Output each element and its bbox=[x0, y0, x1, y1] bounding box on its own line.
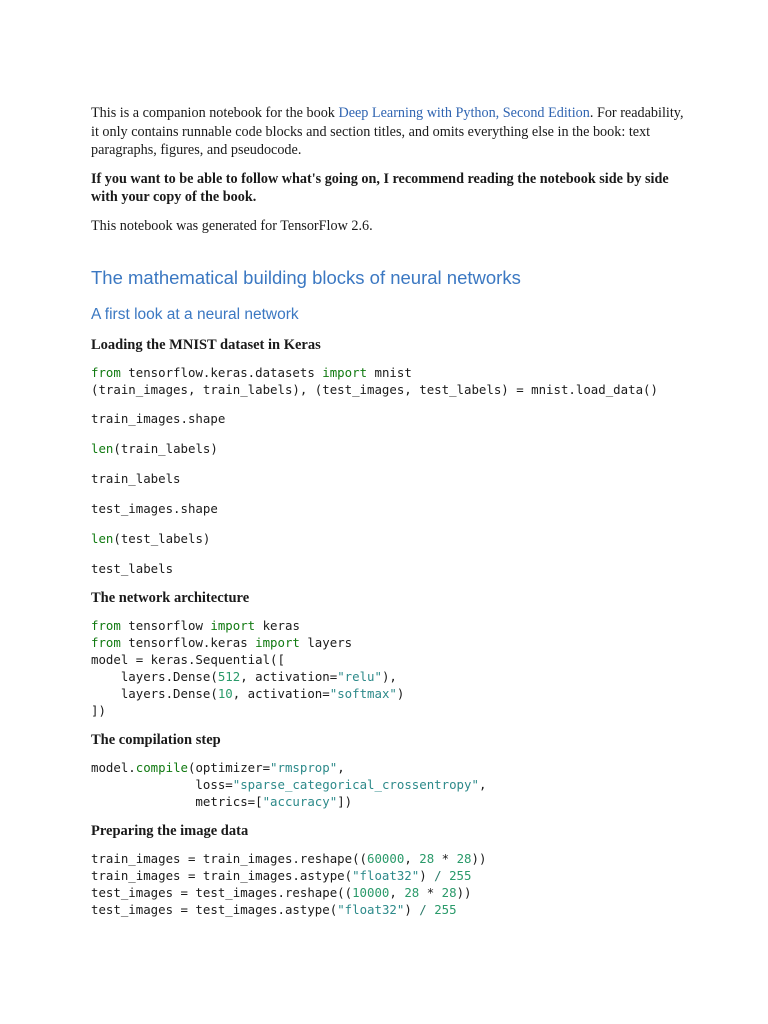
keyword: import bbox=[255, 635, 300, 650]
code-text: , activation= bbox=[240, 669, 338, 684]
code-number: 10 bbox=[217, 686, 233, 701]
code-text: )) bbox=[471, 851, 487, 866]
code-text: (test_labels) bbox=[113, 531, 211, 546]
code-prepare-images bbox=[91, 850, 691, 918]
chapter-heading: The mathematical building blocks of neural networks bbox=[91, 267, 521, 288]
code-text: metrics=[ bbox=[91, 794, 263, 809]
keyword: from bbox=[91, 635, 121, 650]
builtin-len: len bbox=[91, 531, 114, 546]
code-string: "accuracy" bbox=[262, 794, 338, 809]
code-number: 28 bbox=[404, 885, 420, 900]
code-load-mnist bbox=[91, 364, 691, 398]
code-text: loss= bbox=[91, 777, 233, 792]
code-operator: / bbox=[419, 902, 427, 917]
code-text: layers.Dense( bbox=[91, 669, 218, 684]
code-text: ) bbox=[419, 868, 435, 883]
code-compile bbox=[91, 759, 691, 810]
code-architecture bbox=[91, 617, 691, 719]
subsection-compilation: The compilation step bbox=[91, 732, 221, 748]
intro-text-start: This is a companion notebook for the book bbox=[91, 105, 339, 121]
intro-paragraph bbox=[91, 104, 691, 160]
code-string: "softmax" bbox=[329, 686, 397, 701]
keyword: import bbox=[210, 618, 256, 633]
code-text: )) bbox=[456, 885, 472, 900]
code-text: tensorflow bbox=[120, 618, 211, 633]
code-len-train bbox=[91, 440, 691, 457]
code-text: tensorflow.keras bbox=[120, 635, 256, 650]
intro-text-end: . For readability, it only contains runnable code blocks and section titles, and omits everything else in the book: text paragraphs, figures, and pseudocode. bbox=[91, 105, 684, 158]
keyword: import bbox=[322, 365, 368, 380]
book-link[interactable]: Deep Learning with Python, Second Edition bbox=[338, 105, 590, 121]
code-test-labels: test_labels bbox=[91, 561, 174, 576]
subsection-architecture: The network architecture bbox=[91, 590, 250, 606]
code-text: ]) bbox=[91, 703, 106, 718]
code-text: mnist bbox=[367, 365, 412, 380]
code-number: 28 bbox=[441, 885, 457, 900]
code-test-shape: test_images.shape bbox=[91, 501, 218, 516]
code-function: compile bbox=[135, 760, 188, 775]
code-text: ) bbox=[396, 686, 405, 701]
code-text: model. bbox=[91, 760, 136, 775]
code-string: "float32" bbox=[337, 902, 405, 917]
code-number: 60000 bbox=[367, 851, 405, 866]
code-text: train_images = train_images.astype( bbox=[91, 868, 353, 883]
code-string: "float32" bbox=[352, 868, 420, 883]
code-text: train_images = train_images.reshape(( bbox=[91, 851, 368, 866]
code-number: 10000 bbox=[352, 885, 390, 900]
tensorflow-version-note: This notebook was generated for TensorFlow 2.6. bbox=[91, 217, 373, 234]
keyword: from bbox=[91, 365, 121, 380]
code-operator: / bbox=[434, 868, 442, 883]
code-text: ), bbox=[381, 669, 397, 684]
code-text: * bbox=[419, 885, 442, 900]
code-text: keras bbox=[255, 618, 300, 633]
code-text: test_images = test_images.astype( bbox=[91, 902, 338, 917]
code-number: 28 bbox=[419, 851, 435, 866]
code-text: ) bbox=[404, 902, 420, 917]
code-text: , activation= bbox=[232, 686, 330, 701]
subsection-preparing: Preparing the image data bbox=[91, 823, 249, 839]
code-string: "sparse_categorical_crossentropy" bbox=[232, 777, 479, 792]
code-text: * bbox=[434, 851, 457, 866]
code-text: , bbox=[478, 777, 487, 792]
section-heading: A first look at a neural network bbox=[91, 306, 299, 323]
recommendation-paragraph: If you want to be able to follow what's going on, I recommend reading the notebook side by side with your copy of the book. bbox=[91, 170, 669, 205]
code-number: 255 bbox=[434, 902, 457, 917]
code-number: 28 bbox=[456, 851, 472, 866]
builtin-len: len bbox=[91, 441, 114, 456]
code-train-shape: train_images.shape bbox=[91, 411, 226, 426]
code-text: , bbox=[389, 885, 405, 900]
code-text: layers bbox=[299, 635, 353, 650]
notebook-page bbox=[91, 104, 691, 918]
subsection-loading: Loading the MNIST dataset in Keras bbox=[91, 337, 321, 353]
code-string: "relu" bbox=[337, 669, 382, 684]
code-text: (optimizer= bbox=[187, 760, 271, 775]
keyword: from bbox=[91, 618, 121, 633]
code-text: test_images = test_images.reshape(( bbox=[91, 885, 353, 900]
code-text: , bbox=[404, 851, 420, 866]
code-text: (train_labels) bbox=[113, 441, 218, 456]
code-number: 512 bbox=[217, 669, 241, 684]
code-text: model = keras.Sequential([ bbox=[91, 652, 285, 667]
code-train-labels: train_labels bbox=[91, 471, 181, 486]
code-text: (train_images, train_labels), (test_images, test_labels) = mnist.load_data() bbox=[91, 382, 658, 397]
code-number: 255 bbox=[449, 868, 472, 883]
code-text: ]) bbox=[337, 794, 353, 809]
code-text: , bbox=[337, 760, 345, 775]
code-len-test bbox=[91, 530, 691, 547]
code-string: "rmsprop" bbox=[270, 760, 338, 775]
code-text: layers.Dense( bbox=[91, 686, 218, 701]
code-text: tensorflow.keras.datasets bbox=[120, 365, 323, 380]
